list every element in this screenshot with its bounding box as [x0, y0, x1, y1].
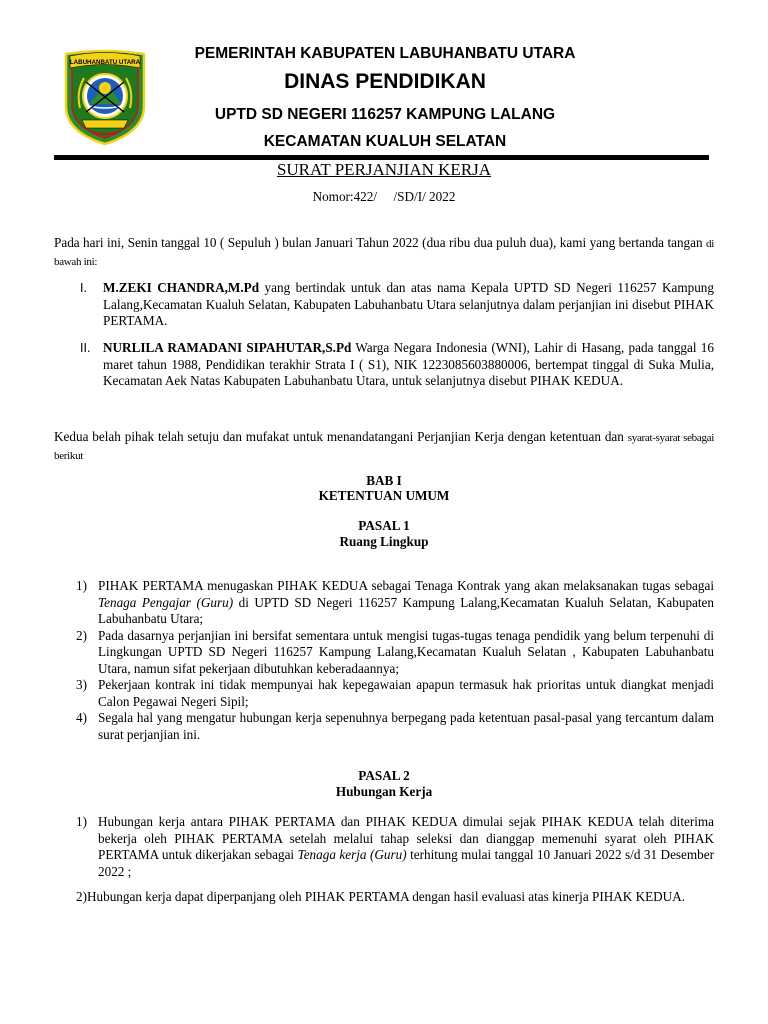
intro-text: Pada hari ini, Senin tanggal 10 ( Sepuluh ) bulan Januari Tahun 2022 (dua ribu dua puluh dua), kami yang bertanda tangan [54, 235, 707, 250]
list-item-emphasis: Tenaga kerja (Guru) [297, 847, 407, 862]
list-item-number: 3) [76, 677, 87, 692]
article2-title: Hubungan Kerja [335, 784, 433, 799]
letterhead-government: PEMERINTAH KABUPATEN LABUHANBATU UTARA [194, 45, 576, 62]
list-item [76, 814, 714, 880]
list-item-number: 4) [76, 710, 87, 725]
chapter-title: KETENTUAN UMUM [318, 488, 450, 503]
list-item [76, 710, 714, 743]
list-item-text: Hubungan kerja antara PIHAK PERTAMA dan PIHAK KEDUA dimulai sejak PIHAK KEDUA telah diterima bekerja oleh PIHAK PERTAMA setelah melalui tahap seleksi dan dianggap memenuhi syarat oleh PIHAK PERTAMA untuk dikerjakan sebagai [98, 814, 714, 862]
list-item-number: 1) [76, 578, 87, 593]
party-first [80, 280, 714, 330]
agreement-text: Kedua belah pihak telah setuju dan mufakat untuk menandatangani Perjanjian Kerja dengan ketentuan dan [54, 429, 628, 444]
list-item [76, 628, 714, 678]
letterhead-district: KECAMATAN KUALUH SELATAN [263, 133, 507, 150]
article1-number: PASAL 1 [358, 518, 410, 533]
article2-item2 [76, 889, 714, 906]
party-first-name: M.ZEKI CHANDRA,M.Pd [103, 280, 260, 295]
letterhead-office: DINAS PENDIDIKAN [284, 70, 486, 93]
chapter-number: BAB I [366, 473, 402, 488]
list-item-text: Pekerjaan kontrak ini tidak mempunyai hak kepegawaian apapun termasuk hak prioritas untuk diangkat menjadi Calon Pegawai Negeri Sipil; [98, 677, 714, 709]
party-second-description: Warga Negara Indonesia (WNI), Lahir di Hasang, pada tanggal 16 maret tahun 1988, Pendidikan terakhir Strata I ( S1), NIK 1223085603880006, bertempat tinggal di Suka Mulia, Kecamatan Aek Natas Kabupaten Labuhanbatu Utara, untuk selanjutnya disebut PIHAK KEDUA. [103, 340, 714, 388]
list-item-text: Segala hal yang mengatur hubungan kerja sepenuhnya berpegang pada ketentuan pasal-pasal yang tercantum dalam surat perjanjian ini. [98, 710, 714, 742]
intro-text-small: di bawah ini: [54, 238, 714, 268]
party-second [80, 340, 714, 390]
list-item [76, 578, 714, 628]
intro-paragraph [54, 235, 714, 270]
list-item-number: 1) [76, 814, 87, 829]
party-first-description: yang bertindak untuk dan atas nama Kepala UPTD SD Negeri 116257 Kampung Lalang,Kecamatan Kualuh Selatan, Kabupaten Labuhanbatu Utara selanjutnya dalam perjanjian ini disebut PIHAK PERTAMA. [103, 280, 714, 328]
letterhead-school: UPTD SD NEGERI 116257 KAMPUNG LALANG [214, 106, 556, 123]
article1-title: Ruang Lingkup [339, 534, 429, 549]
list-item-text: Pada dasarnya perjanjian ini bersifat sementara untuk mengisi tugas-tugas tenaga pendidik yang belum terpenuhi di Lingkungan UPTD SD Negeri 116257 Kampung Lalang,Kecamatan Kualuh Selatan , Kabupaten Labuhanbatu Utara, namun sifat pekerjaan dibutuhkan keberadaannya; [98, 627, 714, 676]
document-title [54, 160, 714, 180]
list-item-emphasis: Tenaga Pengajar (Guru) [98, 594, 234, 610]
party-second-name: NURLILA RAMADANI SIPAHUTAR,S.Pd [103, 340, 352, 355]
article2-item2-text: 2)Hubungan kerja dapat diperpanjang oleh PIHAK PERTAMA dengan hasil evaluasi atas kinerja PIHAK KEDUA. [76, 889, 686, 904]
agreement-paragraph [54, 429, 714, 464]
agreement-text-small: syarat-syarat sebagai berikut [54, 432, 714, 462]
article2-number: PASAL 2 [358, 768, 410, 783]
party-first-number: I. [80, 281, 87, 295]
document-title-text: SURAT PERJANJIAN KERJA [276, 160, 492, 179]
logo-banner-text: LABUHANBATU UTARA [69, 59, 141, 66]
labuhanbatu-utara-emblem-logo [62, 48, 148, 146]
article2-list [76, 814, 714, 880]
list-item-number: 2) [76, 627, 87, 643]
party-second-number: II. [80, 341, 91, 355]
article1-list [76, 578, 714, 743]
list-item-text-end: di UPTD SD Negeri 116257 Kampung Lalang,Kecamatan Kualuh Selatan, Kabupaten Labuhanbatu Utara; [98, 594, 714, 626]
list-item-text: PIHAK PERTAMA menugaskan PIHAK KEDUA sebagai Tenaga Kontrak yang akan melaksanakan tugas sebagai [98, 578, 714, 593]
document-number: Nomor:422/ /SD/I/ 2022 [312, 189, 456, 204]
list-item [76, 677, 714, 710]
list-item-text-end: terhitung mulai tanggal 10 Januari 2022 s/d 31 Desember 2022 ; [98, 847, 715, 879]
